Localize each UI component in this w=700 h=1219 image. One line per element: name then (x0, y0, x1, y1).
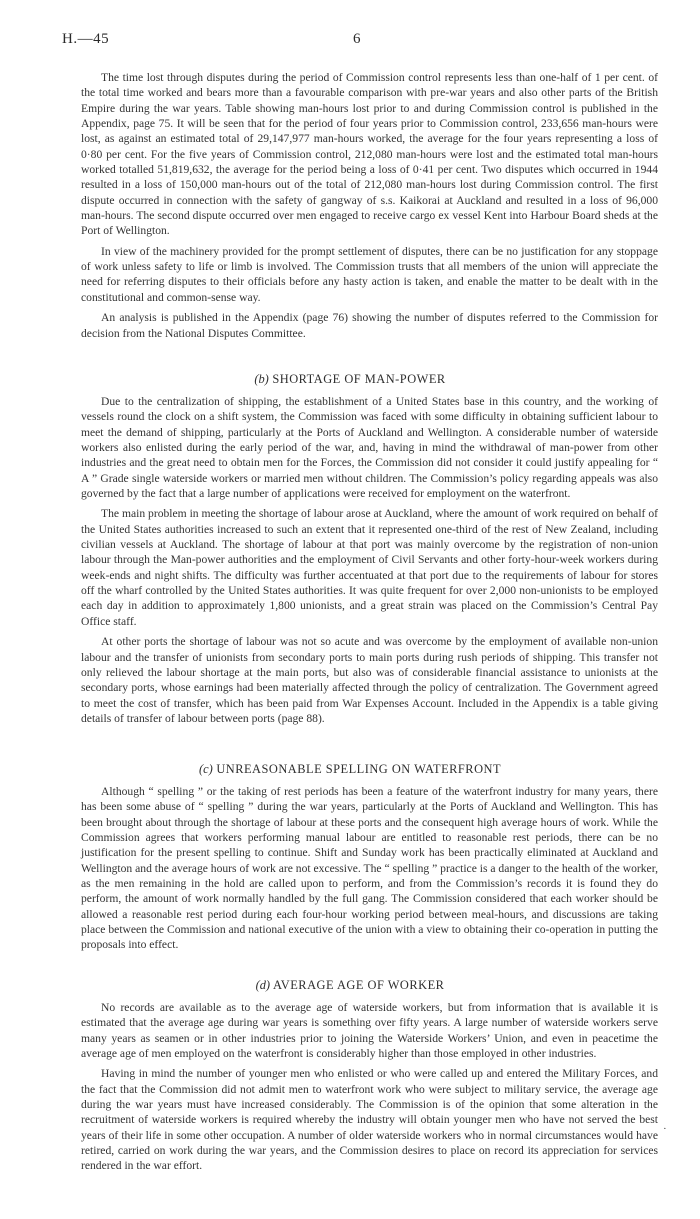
section-spelling-body (81, 784, 658, 953)
section-heading-manpower (0, 372, 700, 387)
section-title: AVERAGE AGE OF WORKER (272, 978, 445, 992)
section-heading-average-age (0, 978, 700, 993)
paragraph-appendix-analysis: An analysis is published in the Appendix (page 76) showing the number of disputes referred to the Commission for decision from the National Disputes Committee. (81, 311, 658, 340)
section-heading-spelling (0, 762, 700, 777)
section-title: UNREASONABLE SPELLING ON WATERFRONT (216, 762, 502, 776)
paragraph-spelling: Although “ spelling ” or the taking of rest periods has been a feature of the waterfront industry for many years, there has been some abuse of “ spelling ” during the war years, particularly at the Ports of Auckland and Wellington. This has been brought about through the shortage of labour at these ports and the consequent high average hours of work. While the Commission agrees that workers performing manual labour are entitled to reasonable rest periods, there can be no justification for the present spelling to continue. Shift and Sunday work has been practically eliminated at Auckland and Wellington and the average hours of work are not excessive. The “ spelling ” practice is a danger to the health of the worker, as the men remaining in the hold are called upon to perform, and from the Commission’s records it is found they do perform, the amount of work normally handled by the full gang. The Commission considered that each worker should be allowed a reasonable rest period during each four-hour working period between meal-hours, and discussions are taking place between the Commission and national executive of the union with a view to obtaining their co-operation in putting the proposals into effect. (81, 785, 658, 952)
paragraph-no-records: No records are available as to the average age of waterside workers, but from information that is available it is estimated that the average age during war years is something over fifty years. A large number of waterside workers serve many years as seamen or in other industries prior to joining the Waterside Workers’ Union, and even in peacetime the average age of men employed on the waterfront is considerably higher than those employed in other industries. (81, 1001, 658, 1061)
paragraph-centralization: Due to the centralization of shipping, the establishment of a United States base in this country, and the working of vessels round the clock on a shift system, the Commission was faced with some difficulty in obtaining sufficient labour to meet the demand of shipping, particularly at the Ports of Auckland and Wellington. A considerable number of waterside workers also enlisted during the early period of the war, and, having in mind the withdrawal of man-power from other industries and the great need to obtain men for the Forces, the Commission did not consider it could justify appealing for “ A ” Grade single waterside workers or married men without children. The Commission’s policy regarding appeals was also governed by the fact that a large number of applications were received for employment on the waterfront. (81, 395, 658, 501)
paragraph-younger-men: Having in mind the number of younger men who enlisted or who were called up and entered the Military Forces, and the fact that the Commission did not admit men to waterfront work who were subject to military service, the average age during the war years must have increased considerably. The Commission is of the opinion that some alteration in the recruitment of waterside workers is required whereby the industry will obtain younger men who have not served the best years of their life in some other occupation. A number of older waterside workers who in normal circumstances would have retired, carried on work during the war years, and the Commission desires to place on record its appreciation for services rendered in the war effort. (81, 1067, 658, 1173)
margin-mark: · (663, 1123, 667, 1135)
section-letter: (d) (255, 978, 271, 992)
section-letter: (b) (254, 372, 269, 386)
paragraph-auckland-labour: The main problem in meeting the shortage of labour arose at Auckland, where the amount of work required on behalf of the United States authorities increased to such an extent that it represented one-third of the rest of New Zealand, including civilian vessels at Auckland. The shortage of labour at that port was mainly overcome by the registration of non-union labour through the Man-power authorities and the employment of Civil Servants and other forty-hour-week workers during week-ends and night shifts. The difficulty was further accentuated at that port due to the requirements of labour for stores off the wharf controlled by the United States authorities. It was quite frequent for over 2,000 non-unionists to be employed each day in addition to approximately 1,800 unionists, and a great strain was placed on the Commission’s Central Pay Office staff. (81, 507, 658, 628)
section-letter: (c) (198, 762, 213, 776)
paragraph-disputes-time-lost: The time lost through disputes during the period of Commission control represents less than one-half of 1 per cent. of the total time worked and bears more than a favourable comparison with pre-war years and also other parts of the British Empire during the war years. Table showing man-hours lost prior to and during Commission control is published in the Appendix, page 75. It will be seen that for the period of four years prior to Commission control, 233,656 man-hours were lost, as against an estimated total of 29,147,977 man-hours worked, the average for the four years representing a loss of 0·80 per cent. For the five years of Commission control, 212,080 man-hours were lost and the estimated total man-hours worked totalled 51,819,632, the average for the period being a loss of 0·41 per cent. Two disputes which occurred in 1944 resulted in a loss of 150,000 man-hours out of the total of 212,080 man-hours lost during Commission control. The first dispute occurred in connection with the safety of gangway of s.s. Kaikorai at Auckland and resulted in a loss of 96,000 man-hours. The second dispute occurred over men engaged to receive cargo ex vessel Kent into Harbour Board sheds at the Port of Wellington. (81, 71, 658, 238)
section-manpower-body (81, 394, 658, 726)
paragraph-other-ports: At other ports the shortage of labour was not so acute and was overcome by the employment of available non-union labour and the transfer of unionists from secondary ports to main ports during rush periods of shipping. This transfer not only relieved the labour shortage at the main ports, but also was of considerable financial assistance to unionists at the secondary ports, whose earnings had been materially affected through the policy of centralization. The Government agreed to meet the cost of transfer, which has been paid from War Expenses Account. Included in the Appendix is a table giving details of transfer of labour between ports (page 88). (81, 635, 658, 725)
section-title: SHORTAGE OF MAN-POWER (272, 372, 446, 386)
paragraph-machinery-disputes: In view of the machinery provided for the prompt settlement of disputes, there can be no justification for any stoppage of work unless safety to life or limb is involved. The Commission trusts that all members of the union will appreciate the need for referring disputes to their officials before any hasty action is taken, and enable the matter to be dealt with in the constitutional and common-sense way. (81, 244, 658, 304)
document-reference: H.—45 (62, 31, 110, 47)
intro-section (81, 70, 658, 341)
page-number: 6 (353, 31, 361, 47)
section-average-age-body (81, 1000, 658, 1174)
